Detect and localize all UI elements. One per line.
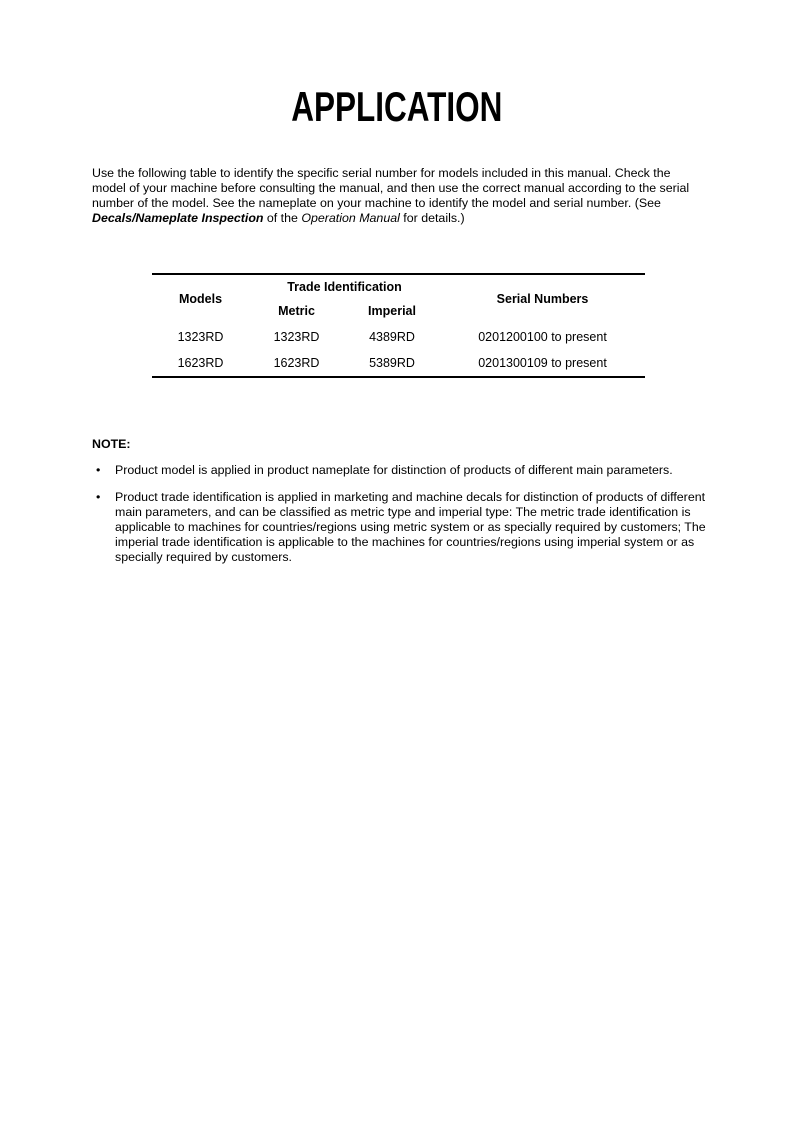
cell-model: 1623RD (177, 356, 224, 370)
note-bullet-item (92, 490, 706, 565)
bullet-marker-icon: • (96, 490, 101, 504)
serial-number-table (152, 273, 645, 378)
header-imperial: Imperial (368, 304, 416, 318)
table-row (152, 350, 645, 377)
cell-imperial: 5389RD (369, 356, 415, 370)
intro-emphasis-operation-manual: Operation Manual (301, 211, 400, 225)
header-metric: Metric (278, 304, 315, 318)
cell-serial: 0201200100 to present (478, 329, 607, 344)
cell-metric: 1623RD (273, 356, 320, 370)
header-serial-numbers: Serial Numbers (496, 292, 589, 306)
note-item-text: Product model is applied in product nameplate for distinction of products of different main parameters. (115, 463, 673, 477)
note-item-text: Product trade identification is applied in marketing and machine decals for distinction of products of different main parameters, and can be classified as metric type and imperial type: The metric trade identification is applicable to machines for countries/regions using metric system or as specially required by customers; The imperial trade identification is applicable to the machines for countries/regions using imperial system or as specially required by customers. (115, 490, 706, 564)
intro-text-3: for details.) (399, 211, 465, 225)
cell-metric: 1323RD (273, 329, 320, 344)
cell-serial: 0201300109 to present (478, 356, 607, 370)
header-trade-identification: Trade Identification (287, 280, 402, 294)
page-title (0, 83, 793, 130)
table-row (152, 323, 645, 350)
header-models: Models (178, 292, 223, 306)
cell-model: 1323RD (177, 329, 224, 344)
bullet-marker-icon: • (96, 463, 101, 477)
page-title-text: APPLICATION (290, 83, 503, 130)
intro-text-1: Use the following table to identify the specific serial number for models included in this manual. Check the model of your machine before consulting the manual, and then use the correct manual according to the serial number of the model. See the nameplate on your machine to identify the model and serial number. (See (92, 166, 690, 210)
table-header-row-top (152, 274, 645, 299)
intro-text-2: of the (263, 211, 302, 225)
note-label: NOTE: (92, 437, 131, 451)
intro-emphasis-decals-nameplate-inspection: Decals/Nameplate Inspection (92, 211, 264, 225)
note-bullet-item (92, 463, 706, 478)
cell-imperial: 4389RD (369, 329, 415, 344)
note-section (92, 437, 706, 577)
intro-paragraph (92, 166, 706, 226)
